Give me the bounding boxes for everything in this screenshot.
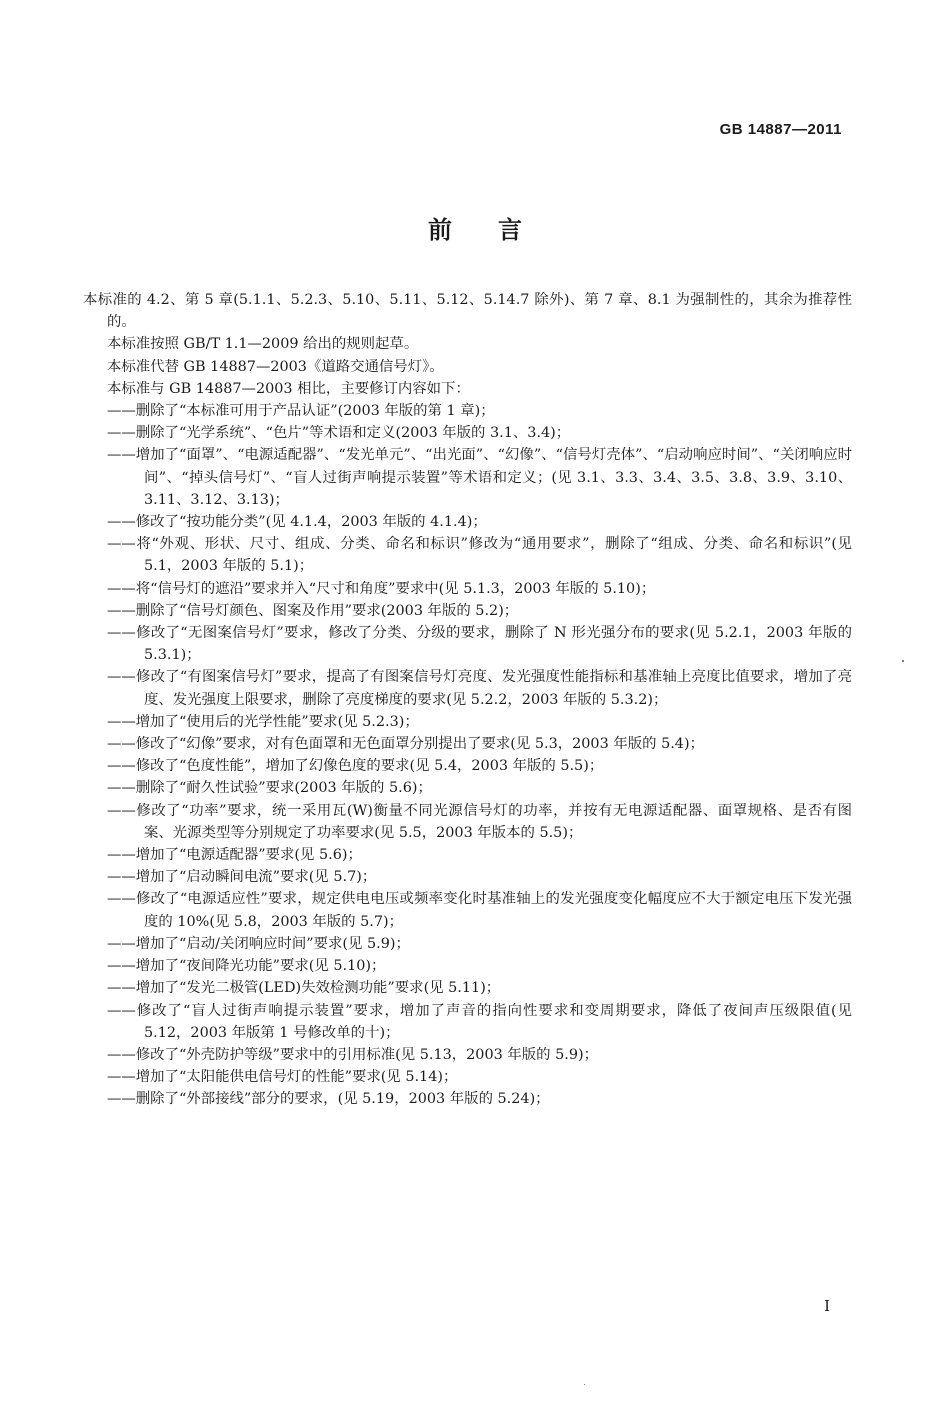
- document-number: GB 14887—2011: [719, 121, 842, 138]
- list-item: ——增加了“夜间降光功能”要求(见 5.10)；: [107, 958, 386, 975]
- list-item: ——删除了“耐久性试验”要求(2003 年版的 5.6)；: [107, 780, 432, 797]
- list-item: ——删除了“外部接线”部分的要求，(见 5.19，2003 年版的 5.24)；: [107, 1091, 550, 1108]
- list-item: ——修改了“外壳防护等级”要求中的引用标准(见 5.13，2003 年版的 5.9)；: [107, 1046, 598, 1063]
- intro-paragraph-changes: 本标准与 GB 14887—2003 相比，主要修订内容如下：: [107, 380, 470, 397]
- intro-paragraph-replaces: 本标准代替 GB 14887—2003《道路交通信号灯》。: [107, 358, 444, 375]
- list-item: ——修改了“功率”要求，统一采用瓦(W)衡量不同光源信号灯的功率，并按有无电源适配器、面罩规格、是否有图案、光源类型等分别规定了功率要求(见 5.5，2003 年版本的 5.5)；: [107, 802, 852, 841]
- list-item: ——修改了“按功能分类”(见 4.1.4，2003 年版的 4.1.4)；: [107, 514, 487, 531]
- document-body: [83, 289, 852, 1111]
- list-item: ——修改了“无图案信号灯”要求，修改了分类、分级的要求，删除了 N 形光强分布的要求(见 5.2.1，2003 年版的 5.3.1)；: [107, 625, 852, 664]
- list-item: ——增加了“电源适配器”要求(见 5.6)；: [107, 847, 362, 864]
- page-number: I: [824, 1297, 830, 1315]
- list-item: ——增加了“发光二极管(LED)失效检测功能”要求(见 5.11)；: [107, 980, 501, 997]
- list-item: ——修改了“电源适应性”要求，规定供电电压或频率变化时基准轴上的发光强度变化幅度应不大于额定电压下发光强度的 10%(见 5.8，2003 年版的 5.7)；: [107, 891, 852, 930]
- list-item: ——将“信号灯的遮沿”要求并入“尺寸和角度”要求中(见 5.1.3，2003 年版的 5.10)；: [107, 580, 656, 597]
- list-item: ——增加了“使用后的光学性能”要求(见 5.2.3)；: [107, 713, 419, 730]
- list-item: ——删除了“本标准可用于产品认证”(2003 年版的第 1 章)；: [107, 403, 495, 420]
- revision-list: [107, 400, 852, 1111]
- scan-speck: [584, 1384, 585, 1385]
- list-item: ——将“外观、形状、尺寸、组成、分类、命名和标识”修改为“通用要求”，删除了“组成、分类、命名和标识”(见 5.1，2003 年版的 5.1)；: [107, 536, 852, 575]
- list-item: ——删除了“信号灯颜色、图案及作用”要求(2003 年版的 5.2)；: [107, 602, 519, 619]
- list-item: ——删除了“光学系统”、“色片”等术语和定义(2003 年版的 3.1、3.4)；: [107, 425, 571, 442]
- list-item: ——修改了“幻像”要求，对有色面罩和无色面罩分别提出了要求(见 5.3，2003 年版的 5.4)；: [107, 736, 704, 753]
- intro-paragraph-drafting: 本标准按照 GB/T 1.1—2009 给出的规则起草。: [107, 336, 419, 353]
- list-item: ——增加了“太阳能供电信号灯的性能”要求(见 5.14)；: [107, 1069, 458, 1086]
- list-item: ——修改了“色度性能”，增加了幻像色度的要求(见 5.4，2003 年版的 5.5)；: [107, 758, 604, 775]
- list-item: ——增加了“启动瞬间电流”要求(见 5.7)；: [107, 869, 377, 886]
- list-item: ——增加了“启动/关闭响应时间”要求(见 5.9)；: [107, 935, 410, 952]
- page-title: 前言: [428, 215, 568, 244]
- list-item: ——修改了“盲人过街声响提示装置”要求，增加了声音的指向性要求和变周期要求，降低了夜间声压级限值(见 5.12，2003 年版第 1 号修改单的十)；: [107, 1002, 852, 1041]
- list-item: ——修改了“有图案信号灯”要求，提高了有图案信号灯亮度、发光强度性能指标和基准轴上亮度比值要求，增加了亮度、发光强度上限要求，删除了亮度梯度的要求(见 5.2.2，2003 年版的 5.3.2)；: [107, 669, 852, 708]
- intro-paragraph-scope: 本标准的 4.2、第 5 章(5.1.1、5.2.3、5.10、5.11、5.12、5.14.7 除外)、第 7 章、8.1 为强制性的，其余为推荐性的。: [83, 292, 852, 331]
- list-item: ——增加了“面罩”、“电源适配器”、“发光单元”、“出光面”、“幻像”、“信号灯壳体”、“启动响应时间”、“关闭响应时间”、“掉头信号灯”、“盲人过街声响提示装置”等术语和定义；(见 3.1、3.3、3.4、3.5、3.8、3.9、3.10、3.11、3.12、3.13)；: [107, 447, 852, 508]
- scan-speck: [902, 660, 904, 662]
